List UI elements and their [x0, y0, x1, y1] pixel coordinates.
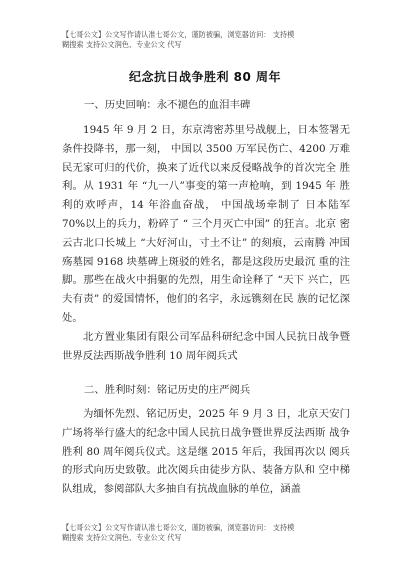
- paragraph-company: 北方置业集团有限公司军品科研纪念中国人民抗日战争暨世界反法西斯战争胜利 10 周年阅兵式: [62, 330, 350, 362]
- header-banner-line-1: 【七哥公文】公文写作请认准七哥公文，谨防被骗，浏览器访问： 支持模: [62, 30, 295, 39]
- footer-banner: [62, 523, 392, 543]
- paragraph-history: 1945 年 9 月 2 日，东京湾密苏里号战舰上，日本签署无 条件投降书，那一刻， 中国以 3500 万军民伤亡、4200 万难 民无家可归的代价，换来了近代以来反侵略战争的首次完全 胜利。从 1931 年 “九一八”事变的第一声枪响，到 1945 年 胜利的欢呼声，14 年浴血奋战， 中国战场牵制了 日本陆军 70%以上的兵力，粉碎了 “ 三个月灭亡中国” 的狂言。北京 密云古北口长城上 “大好河山，寸土不让” 的刻痕，云南腾 冲国殇墓园 9168 块墓碑上斑驳的姓名，都是这段历史最沉 重的注脚。那些在战火中捐躯的先烈，用生命诠释了 “天下 兴亡，匹夫有责” 的爱国情怀，他们的名字，永远镌刻在民 族的记忆深处。: [62, 124, 350, 324]
- section-1-body: [62, 121, 350, 365]
- section-2-body: [62, 405, 350, 499]
- footer-banner-line-1: 【七哥公文】公文写作请认准七哥公文，谨防被骗，浏览器访问： 支持模: [62, 523, 295, 532]
- header-banner-line-2: 糊搜索 支持公文润色、专业公文 代写: [62, 40, 182, 49]
- document-title: 纪念抗日战争胜利 80 周年: [128, 70, 282, 84]
- paragraph-parade: 为缅怀先烈、铭记历史，2025 年 9 月 3 日，北京天安门 广场将举行盛大的纪念中国人民抗日战争暨世界反法西斯 战争胜利 80 周年阅兵仪式。这是继 2015 年后，我国再次以 阅兵的形式向历史致敬。此次阅兵由徒步方队、装备方队和 空中梯队组成，参阅部队大多抽自有抗战血脉的单位，涵盖: [62, 408, 350, 496]
- section-2-heading: 二、胜利时刻：铭记历史的庄严阅兵: [84, 384, 251, 396]
- section-1-heading: 一、历史回响：永不褪色的血泪丰碑: [84, 99, 251, 111]
- footer-banner-line-2: 糊搜索 支持公文润色、专业公文 代写: [62, 533, 182, 542]
- header-banner: [62, 30, 392, 50]
